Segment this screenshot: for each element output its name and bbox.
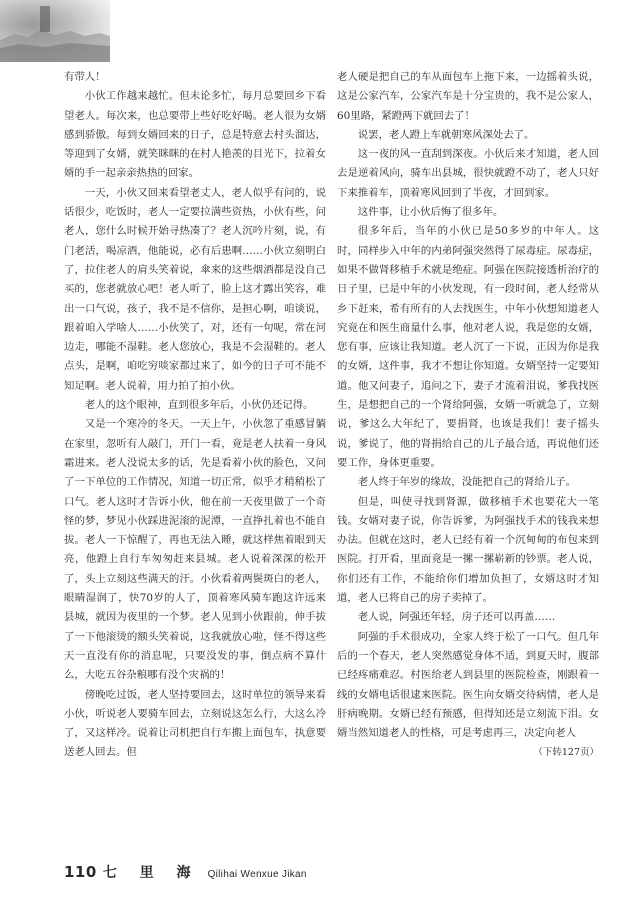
paragraph: 老人的这个眼神，直到很多年后，小伙仍还记得。 [84, 399, 314, 412]
magazine-name-en: Qilihai Wenxue Jikan [207, 869, 307, 880]
paragraph: 有带人！ [64, 71, 106, 83]
page-footer [64, 862, 307, 882]
paragraph: 又是一个寒冷的冬天。一天上午，小伙忽了重感冒躺在家里，忽听有人敲门，开门一看，竟是老人扶着一身风霜进来。老人没说太多的话，先是看着小伙的脸色，又问了一下单位的工作情况，知道一切正常，似乎才稍稍松了口气。老人这时才告诉小伙，他在前一天夜里做了一个奇怪的梦，梦见小伙踩进泥滚的泥潭，一直挣扎着也不能自拔。老人一下惊醒了，再也无法入睡，就这样焦着眼到天亮，他蹬上自行车匆匆赶来县城。老人说着深深的松开了，头上立刻这些满天的汗。小伙看着两鬓斑白的老人，眼睛湿润了，快70岁的人了，顶着寒风骑车跑这许远来县城，就因为夜里的一个梦。老人见到小伙跟前，伸手拔了一下他滚烫的额头笑着说，这我就放心啦，怪不得这些天一直没有你的消息呢，只要没发的事，倒点病不算什么，大吃五谷杂粮哪有没个灾祸的！ [64, 418, 326, 682]
magazine-name-cn: 七 里 海 [102, 865, 200, 881]
right-column [337, 68, 599, 763]
paragraph: 老人硬是把自己的车从面包车上拖下来，一边摇着头说，这是公家汽车，公家汽车是十分宝贵的，我不是公家人，60里路，紧蹬两下就回去了！ [337, 71, 599, 122]
left-column [64, 68, 326, 763]
paragraph: 傍晚吃过饭，老人坚持要回去，这时单位的领导来看小伙，听说老人要骑车回去，立刻说这怎么行，大这么冷了，又这样冷。说着让司机把自行车搬上面包车，执意要送老人回去。但 [64, 688, 326, 759]
paragraph: 一天，小伙又回来看望老丈人，老人似乎有问的，说话很少，吃饭时，老人一定要拉满些资热，小伙有些，问老人，您什么时候开始寻热凑了？老人沉吟片刻，说，有门老活，喝凉酒，他能说，必有后患啊……小伙立刻明白了，拉住老人的肩头笑着说，傘来的这些烟酒都是没自己买的，您老就放心吧！老人听了，脸上这才露出笑容，难出一口气说，孩子，我不是不信你，是担心啊，咱谈说，跟着咱入学啥人……小伙笑了，对，还有一句呢，常在河边走，哪能不湿鞋。老人您放心，我是不会湿鞋的。老人点头，是啊，咱吃穷啖家都过来了，如今的日子可不能不知足啊。老人说着，用力拍了拍小伙。 [64, 186, 326, 392]
paragraph: 但是，叫使寻找到肾源，做移植手术也要花大一笔钱。女婿对妻子说，你告诉爹，为阿强找手术的钱我来想办法。但就在这时，老人已经有着一个沉甸甸的布包来到医院。打开看，里面竟是一摞一摞崭新的钞票。老人说，你们还有工作，不能给你们增加负担了，女婿这时才知道，老人已将自己的房子卖掉了。 [337, 495, 599, 605]
paragraph: 很多年后，当年的小伙已是50多岁的中年人。这时，同样步入中年的内弟阿强突然得了尿毒症。尿毒症，如果不做肾移植手术就是绝症。阿强在医院接透析治疗的日子里，已是中年的小伙发现，有一段时间，老人经常从乡下赶来，希有所有的人去找医生，中年小伙想知道老人究竟在和医生商量什么事，他对老人说，我是您的女婿，您有事，应该让我知道。老人沉了一下说，正因为你是我的女婿，这件事，我才不想让你知道。女婿坚持一定要知道。他又问妻子，追问之下，妻子才流着泪说，爹我找医生，是想把自己的一个肾给阿强，女婿一听就急了，立刻说，爹这么大年纪了，要捐肾，也该是我们！妻子摇头说，爹说了，他的肾捐给自己的儿子最合适，再说他们还要工作，身体更重要。 [337, 225, 599, 469]
page-number: 110 [64, 863, 97, 881]
paragraph: 阿强的手术很成功，全家人终于松了一口气。但几年后的一个春天，老人突然感觉身体不适，到夏天时，腹部已经疼痛难忍。村医给老人到县里的医院检查，刚跟着一线的女婿电话很逮来医院。医生向女婿交待病情，老人是肝病晚期。女婿已经有预感，但得知还是立刻流下泪。女婿当然知道老人的性格，可是考虑再三，决定向老人 [337, 630, 599, 740]
paragraph: 老人终于年岁的缘故，没能把自己的肾给儿子。 [357, 476, 576, 489]
corner-photo [0, 0, 110, 62]
paragraph: 老人说，阿强还年轻，房子还可以再盖…… [357, 611, 556, 624]
paragraph: 说罢，老人蹬上车就朝寒风深处去了。 [357, 128, 535, 141]
paragraph: 这一夜的风一直刮到深夜。小伙后来才知道，老人回去是逆着风向，骑车出县城，很快就蹬不动了，老人只好下来推着车，顶着寒风回到了半夜，才回到家。 [337, 148, 599, 199]
paragraph: 这件事，让小伙后悔了很多年。 [357, 206, 504, 219]
continued-note: （下转127页） [533, 747, 599, 759]
paragraph: 小伙工作越来越忙。但未论多忙，每月总要回乡下看望老人。每次来，也总要带上些好吃好喝。老人很为女婿感到骄傲。每到女婿回来的日子，总是特意去村头溜达，等迎到了女婿，就笑眯眯的在村人艳羡的目光下，拉着女婿的手一起亲亲热热的回家。 [64, 90, 326, 180]
